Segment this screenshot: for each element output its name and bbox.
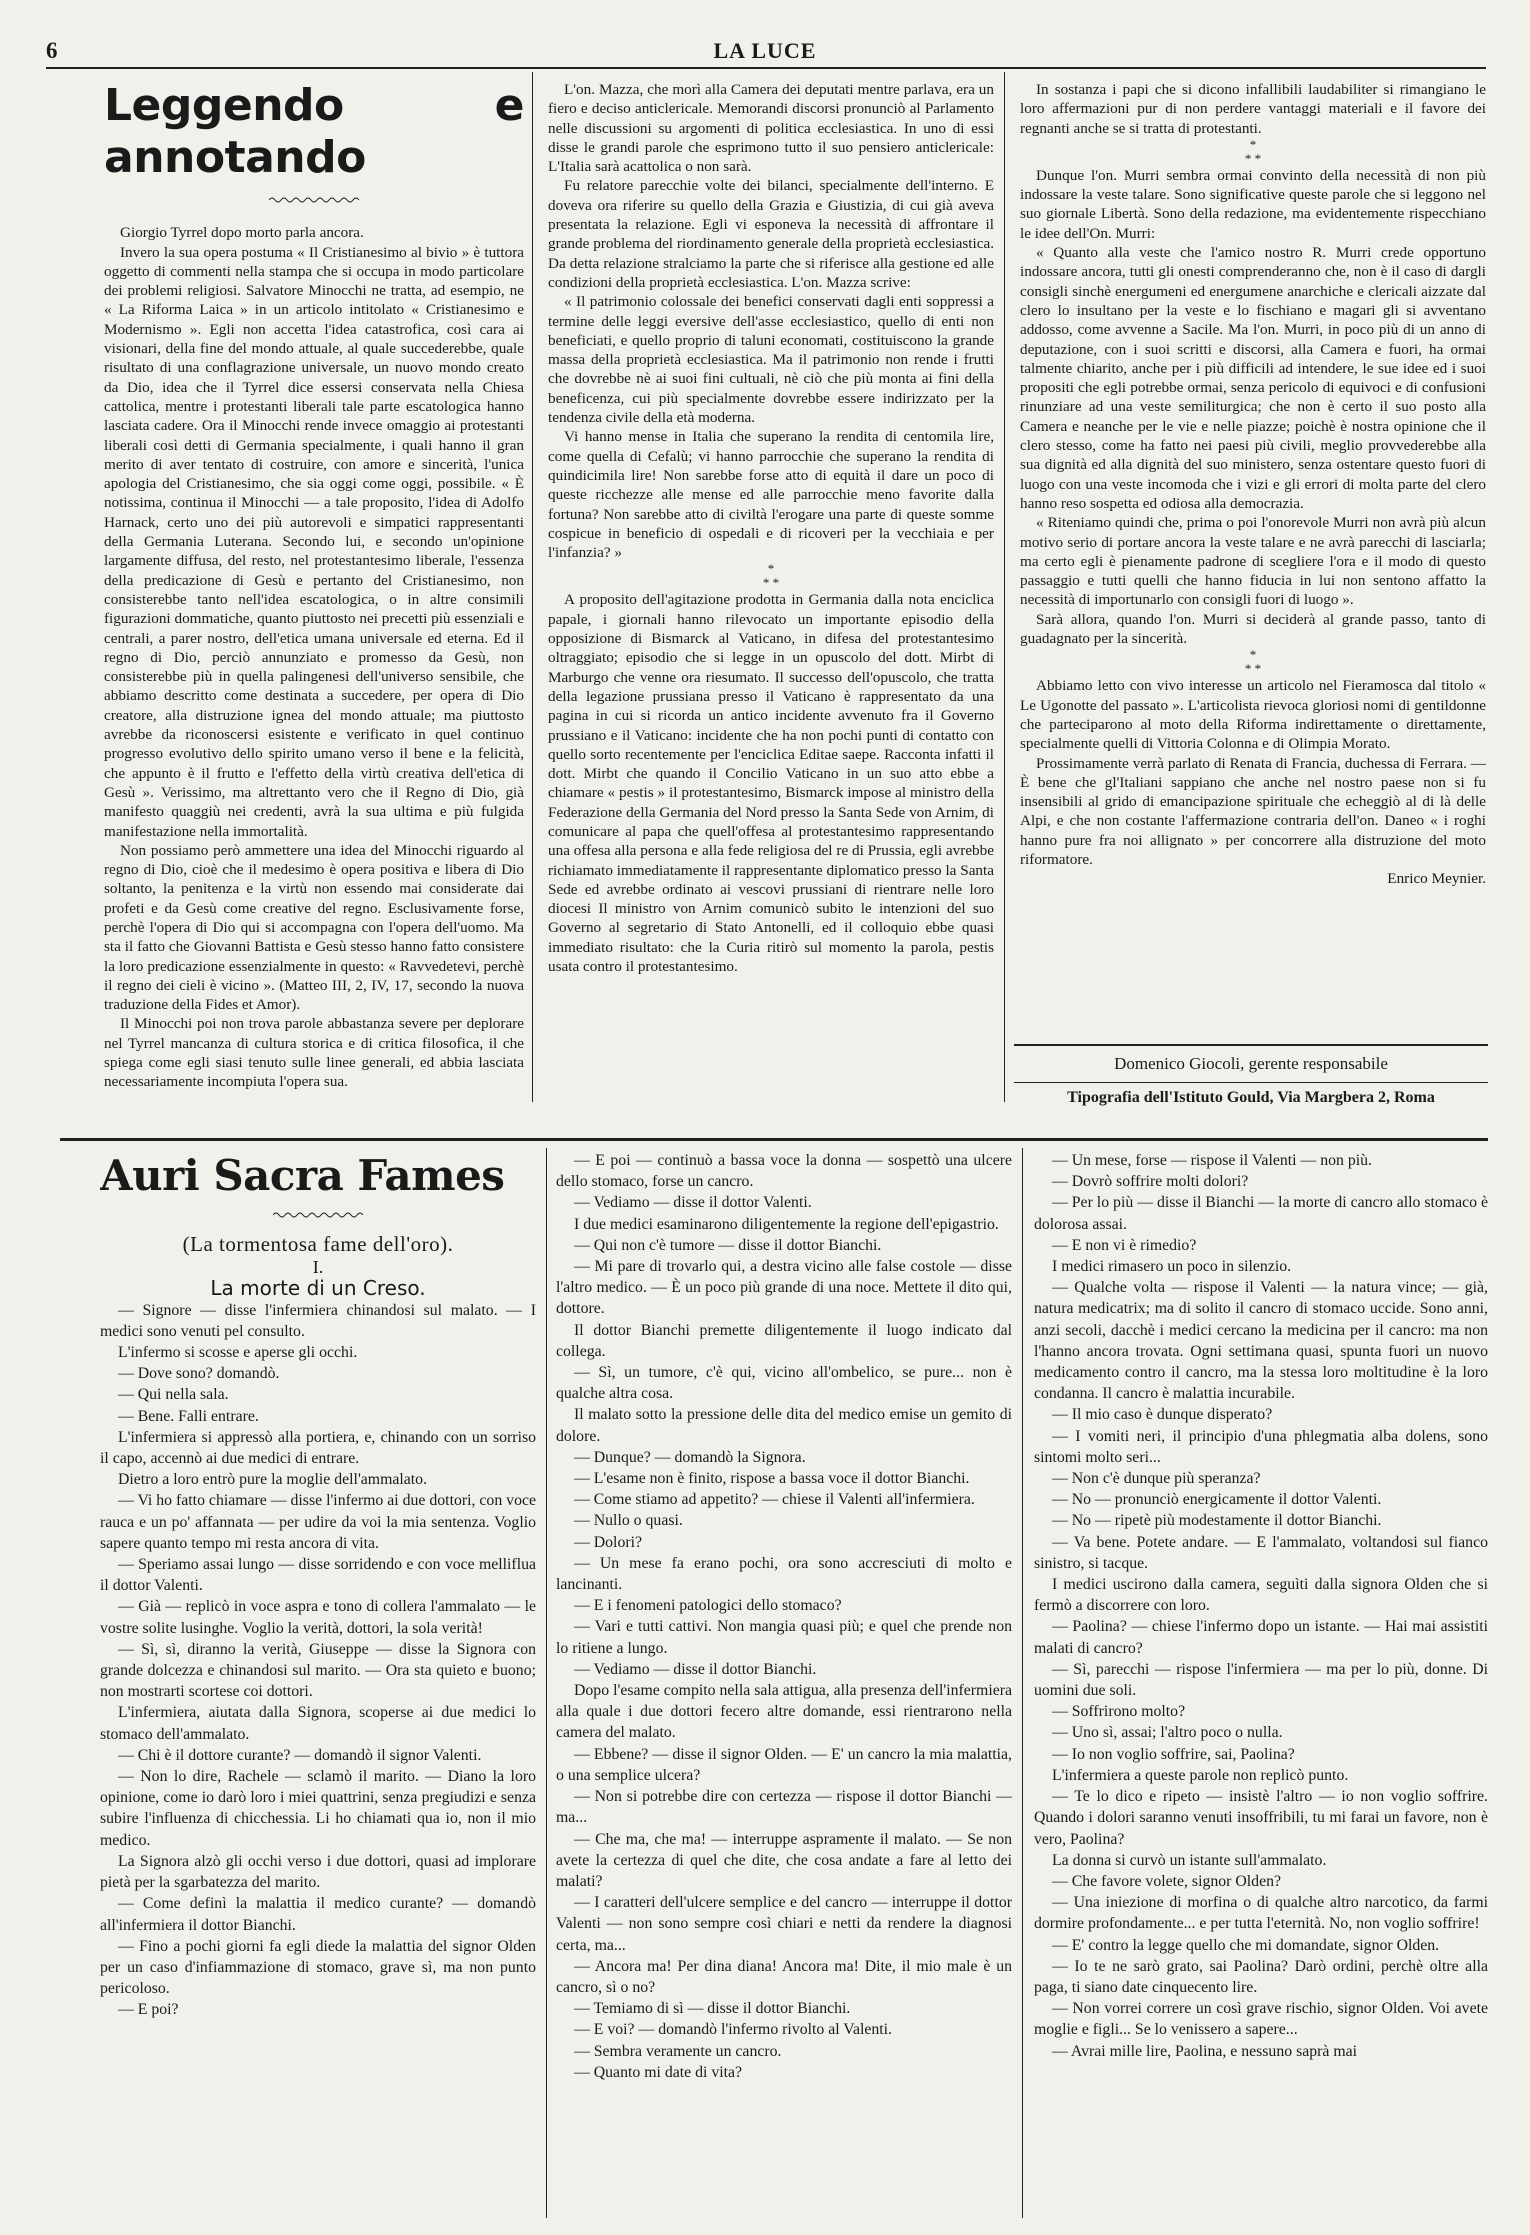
paragraph: — Vi ho fatto chiamare — disse l'infermo ai due dottori, con voce rauca e un po' affannata — per udire da voi la mia sentenza. Voglio sapere quanto tempo mi resta ancora di vita. bbox=[100, 1492, 536, 1552]
chapter-number: I. bbox=[312, 1257, 324, 1278]
paragraph: — Nullo o quasi. bbox=[574, 1512, 683, 1530]
paragraph: — Che ma, che ma! — interruppe aspramente il malato. — Se non avete la certezza di quel che dite, che cosa andate a fare al letto dei malati? bbox=[556, 1830, 1012, 1890]
paragraph: Dietro a loro entrò pure la moglie dell'ammalato. bbox=[118, 1471, 428, 1489]
paragraph: A proposito dell'agitazione prodotta in Germania dalla nota enciclica papale, i giornali hanno rilevocato un importante episodio della opposizione di Bismarck al Vaticano, in difesa del protestantesimo oltraggiato; episodio che si legge in un opuscolo del dott. Mirbt di Marburgo che venne ora riesumato. Il successo dell'opuscolo, che tratta della legazione prussiana presso il Vaticano è rappresentato da una pagina in cui si ricorda un antico incidente avvenuto fra il Governo prussiano e il Vaticano: incidente che ha non pochi punti di contatto con quello sorto recentemente per l'enciclica Editae saepe. Racconta infatti il dott. Mirbt che quando il Concilio Vaticano in un suo atto ebbe a chiamare « pestis » il protestantesimo, Bismarck impose al ministro della Federazione della Germania del Nord presso la Santa Sede von Arnim, di comunicare al papa che quell'offesa al protestantesimo rappresentando una offesa alla persona e alla fede religiosa del re di Prussia, egli avrebbe richiamato immediatamente il rappresentante diplomatico presso la Santa Sede ed avrebbe ordinato ai vescovi prussiani di rientrare nelle loro diocesi Il ministro von Arnim comunicò subito le intenzioni del suo Governo al segretario di Stato Antonelli, ed il colloquio ebbe quasi immediato risultato: che la Curia ritirò sul momento la parola, pestis usata contro il protestantesimo. bbox=[548, 591, 994, 976]
paragraph: L'infermiera si appressò alla portiera, e, chinando con un sorriso il capo, accennò ai due medici di entrare. bbox=[100, 1428, 536, 1468]
running-title: LA LUCE bbox=[713, 38, 817, 63]
section-stars: * * * bbox=[1244, 136, 1262, 166]
article-column-3 bbox=[1020, 80, 1486, 1130]
paragraph: — E poi? bbox=[118, 2001, 179, 2019]
paragraph: — I caratteri dell'ulcere semplice e del cancro — interruppe il dottor Valenti — non sono sempre così chiari e netti da rendere la diagnosi certa, ma... bbox=[556, 1894, 1012, 1954]
chapter-title: La morte di un Creso. bbox=[210, 1276, 426, 1301]
paragraph: « Quanto alla veste che l'amico nostro R. Murri crede opportuno indossare ancora, tutti gli onesti comprenderanno che, non è il caso di dargli consigli sinchè energumeni ed energumene anarchiche e clericali aizzate dal clero lo insultano per la veste e lo fischiano e magari gli si avventano addosso, come avvenne a Sacile. Ma l'on. Murri, in poco più di un anno di deputazione, con i suoi scritti e discorsi, alla Camera e fuori, ha ormai talmente chiarito, anche per i più difficili ad intendere, le sue idee ed i suoi propositi che egli potrebbe ormai, senza pericolo di equivoci e di confusioni rinunziare ad una veste semiliturgica; che non è certo il suo posto alla Camera e neanche per le vie e nelle piazze; poichè è nostra opinione che il clero stesso, come ha fatto nei paesi più civili, meglio provvederebbe alla sua dignità ed alla dignità del suo ministero, senza ostentare questo fuori di luogo con una veste incomoda che i vizi e gli errori di molta parte del clero hanno reso sospetta ed odiosa alla democrazia. bbox=[1020, 244, 1486, 512]
paragraph: — Bene. Falli entrare. bbox=[118, 1407, 259, 1425]
paragraph: — Soffrirono molto? bbox=[1052, 1703, 1186, 1721]
header-rule bbox=[46, 67, 1486, 69]
paragraph: Il dottor Bianchi premette diligentemente il luogo indicato dal collega. bbox=[556, 1321, 1012, 1360]
paragraph: — No — pronunciò energicamente il dottor Valenti. bbox=[1052, 1491, 1382, 1509]
paragraph: — Te lo dico e ripeto — insistè l'altro — io non voglio soffrire. Quando i dolori saranno venuti insoffribili, tu mi farai un favore, non è vero, Paolina? bbox=[1034, 1788, 1488, 1848]
paragraph: Fu relatore parecchie volte dei bilanci, specialmente dell'interno. E doveva ora riferire su quello della Grazia e Giustizia, di cui già aveva presentata la relazione. Egli vi esponeva la necessità di affrontare il grande problema del riordinamento generale della proprietà ecclesiastica. Da detta relazione stralciamo la parte che si riferisce alla gestione ed alle condizioni della proprietà ecclesiastica. L'on. Mazza scrive: bbox=[548, 177, 994, 291]
story-column-2 bbox=[556, 1150, 1012, 2225]
column-divider bbox=[532, 72, 533, 1102]
imprint-box bbox=[1014, 1040, 1488, 1132]
paragraph: — E non vi è rimedio? bbox=[1052, 1236, 1197, 1254]
paragraph: Abbiamo letto con vivo interesse un articolo nel Fieramosca dal titolo « Le Ugonotte del passato ». L'articolista rievoca gloriosi nomi di gentildonne che parteciparono al moto della Riforma indirettamente o direttamente, specialmente quelli di Vittoria Colonna e di Olimpia Morato. bbox=[1020, 677, 1486, 753]
paragraph: — Uno sì, assai; l'altro poco o nulla. bbox=[1052, 1724, 1283, 1742]
paragraph: — Chi è il dottore curante? — domandò il signor Valenti. bbox=[118, 1746, 482, 1764]
paragraph: — I vomiti neri, il principio d'una phlegmatia alba dolens, sono sintomi molto seri... bbox=[1034, 1427, 1488, 1466]
paragraph: — Già — replicò in voce aspra e tono di collera l'ammalato — le vostre solite lusinghe. Voglio la verità, dottori, la sola verità! bbox=[100, 1598, 536, 1637]
article-column-1 bbox=[104, 80, 524, 1130]
paragraph: — Dolori? bbox=[574, 1533, 643, 1551]
paragraph: Giorgio Tyrrel dopo morto parla ancora. bbox=[120, 224, 364, 242]
paragraph: I medici uscirono dalla camera, seguìti dalla signora Olden che si fermò a discorrere con loro. bbox=[1034, 1576, 1488, 1615]
section-rule bbox=[60, 1138, 1488, 1141]
paragraph: — Io te ne sarò grato, sai Paolina? Darò ordini, perchè oltre alla paga, ti siano date cinquecento lire. bbox=[1034, 1957, 1488, 1996]
paragraph: L'on. Mazza, che morì alla Camera dei deputati mentre parlava, era un fiero e deciso anticlericale. Memorandi discorsi pronunciò al Parlamento nelle discussioni su argomenti di politica ecclesiastica. In uno di essi disse le grandi parole che esprimono tutto il suo pensiero anticlericale: L'Italia sarà acattolica o non sarà. bbox=[548, 81, 994, 176]
paragraph: — Dove sono? domandò. bbox=[118, 1365, 280, 1383]
paragraph: La donna si curvò un istante sull'ammalato. bbox=[1052, 1851, 1327, 1869]
paragraph: — No — ripetè più modestamente il dottor Bianchi. bbox=[1052, 1512, 1382, 1530]
paragraph: Vi hanno mense in Italia che superano la rendita di centomila lire, come quella di Cefalù; vi hanno parrocchie che superano la rendita di quindicimila lire! Non sarebbe forse atto di equità il dare un poco di queste ricchezze alle mense ed alle parrocchie meno favorite dalla fortuna? Non sarebbe atto di civiltà l'erogare una parte di queste somme cospicue in beneficio di ospedali e di ricoveri per la vecchiaia e per l'infanzia? » bbox=[548, 428, 994, 562]
paragraph: — Che favore volete, signor Olden? bbox=[1052, 1872, 1281, 1890]
page-number: 6 bbox=[46, 38, 58, 63]
paragraph: — Va bene. Potete andare. — E l'ammalato, voltandosi sul fianco sinistro, si tacque. bbox=[1034, 1533, 1488, 1572]
paragraph: — Non vorrei correre un così grave rischio, signor Olden. Voi avete moglie e figli... Se lo venissero a sapere... bbox=[1034, 2000, 1488, 2039]
paragraph: — Vari e tutti cattivi. Non mangia quasi più; e quel che prende non lo ritiene a lungo. bbox=[556, 1618, 1012, 1657]
paragraph: I medici rimasero un poco in silenzio. bbox=[1052, 1258, 1292, 1276]
paragraph: — Sì, parecchi — rispose l'infermiera — ma per lo più, donne. Di uomini due soli. bbox=[1034, 1660, 1488, 1700]
paragraph: — Qui non c'è tumore — disse il dottor Bianchi. bbox=[574, 1236, 882, 1254]
paragraph: « Riteniamo quindi che, prima o poi l'onorevole Murri non avrà più alcun motivo serio di portare ancora la veste talare e ne avrà parecchi di lasciarla; ma certo egli è pienamente padrone di scegliere l'ora e il modo di questo passaggio e tutti quelli che hanno fiducia in lui non sentono affatto la necessità di importunarlo con consigli fuori di luogo ». bbox=[1020, 514, 1486, 609]
paragraph: — Sì, un tumore, c'è qui, vicino all'ombelico, se pure... non è qualche altra cosa. bbox=[556, 1364, 1012, 1403]
article-title: Leggendo e annotando bbox=[104, 80, 524, 183]
paragraph: Prossimamente verrà parlato di Renata di Francia, duchessa di Ferrara. — È bene che gl'Italiani sappiano che anche nel nostro paese non si fu insensibili al grido di emancipazione spirituale che echeggiò al di là delle Alpi, e che non costante l'affermazione contraria dell'on. Daneo « i roghi hanno pure fra noi allignato » per concorrere alla distruzione del moto riformatore. bbox=[1020, 754, 1486, 868]
paragraph: — Non lo dire, Rachele — sclamò il marito. — Diano la loro opinione, come io darò loro i miei quattrini, senza pregiudizi e senza subire l'influenza di chicchessia. Li ho chiamati qua io, non il mio medico. bbox=[100, 1768, 536, 1849]
gerente-line: Domenico Giocoli, gerente responsabile bbox=[1114, 1054, 1388, 1073]
paragraph: La Signora alzò gli occhi verso i due dottori, quasi ad implorare pietà per la sgarbatezza del marito. bbox=[100, 1852, 536, 1892]
paragraph: — E voi? — domandò l'infermo rivolto al Valenti. bbox=[574, 2021, 892, 2039]
paragraph: — Un mese, forse — rispose il Valenti — non più. bbox=[1052, 1152, 1372, 1169]
wave-ornament bbox=[104, 190, 524, 209]
paragraph: — Dunque? — domandò la Signora. bbox=[574, 1448, 806, 1466]
paragraph: « Il patrimonio colossale dei benefici conservati dagli enti soppressi a termine delle leggi eversive dell'asse ecclesiastico, quello di enti non beneficiati, e quello proprio di taluni economati, costituiscono la grande massa della proprietà ecclesiastica. Ma il patrimonio non rende i frutti che dovrebbe nè ai suoi fini cultuali, nè ciò che più monta ai fini della beneficenza, cui più specialmente dovrebbe essere indirizzato per la tendenza civile della età moderna. bbox=[548, 293, 994, 427]
paragraph: — Qualche volta — rispose il Valenti — la natura vince; — già, natura medicatrix; ma di solito il cancro di stomaco uccide. Sono anni, anzi secoli, dacchè i medici cercano la medicina per il cancro: ma non l'hanno ancora trovata. Ogni settimana quasi, spunta fuori un nuovo medicamento contro il cancro, ma la stessa loro moltitudine è la loro condanna. Il cancro è malattia incurabile. bbox=[1034, 1279, 1488, 1403]
paragraph: — Avrai mille lire, Paolina, e nessuno saprà mai bbox=[1052, 2042, 1358, 2060]
paragraph: L'infermo si scosse e aperse gli occhi. bbox=[118, 1344, 358, 1362]
column-divider bbox=[1004, 72, 1005, 1102]
paragraph: — Il mio caso è dunque disperato? bbox=[1052, 1406, 1273, 1424]
author-signature: Enrico Meynier. bbox=[1387, 870, 1486, 888]
paragraph: Il Minocchi poi non trova parole abbastanza severe per deplorare nel Tyrrel mancanza di cultura storica e di critica filosofica, il che spiega come egli siasi tenuto sulle linee generali, ed abbia lasciata necessariamente incompiuta l'opera sua. bbox=[104, 1015, 524, 1091]
paragraph: L'infermiera a queste parole non replicò punto. bbox=[1052, 1766, 1349, 1784]
paragraph: Il malato sotto la pressione delle dita del medico emise un gemito di dolore. bbox=[556, 1406, 1012, 1445]
paragraph: — Qui nella sala. bbox=[118, 1386, 229, 1404]
paragraph: Dopo l'esame compito nella sala attigua, alla presenza dell'infermiera alla quale i due dottori fecero altre domande, essi rientrarono nella camera del malato. bbox=[556, 1682, 1012, 1742]
paragraph: — Una iniezione di morfina o di qualche altro narcotico, da farmi dormire profondamente... e per tutta l'eternità. No, non voglio soffrire! bbox=[1034, 1894, 1488, 1933]
paragraph: — Mi pare di trovarlo qui, a destra vicino alle false costole — disse l'altro medico. — È un poco più grande di una noce. Mettete il dito qui, dottore. bbox=[556, 1258, 1012, 1318]
paragraph: — Come definì la malattia il medico curante? — domandò all'infermiera il dottor Bianchi. bbox=[100, 1895, 536, 1934]
paragraph: — Io non voglio soffrire, sai, Paolina? bbox=[1052, 1745, 1295, 1763]
paragraph: — L'esame non è finito, rispose a bassa voce il dottor Bianchi. bbox=[574, 1470, 970, 1488]
printer-line: Tipografia dell'Istituto Gould, Via Margbera 2, Roma bbox=[1067, 1089, 1435, 1106]
paragraph: — Paolina? — chiese l'infermo dopo un istante. — Hai mai assistiti malati di cancro? bbox=[1034, 1618, 1488, 1657]
paragraph: — Vediamo — disse il dottor Bianchi. bbox=[574, 1660, 817, 1678]
paragraph: — Speriamo assai lungo — disse sorridendo e con voce melliflua il dottor Valenti. bbox=[100, 1556, 536, 1595]
paragraph: — Non c'è dunque più speranza? bbox=[1052, 1470, 1261, 1488]
paragraph: Sarà allora, quando l'on. Murri si deciderà al grande passo, tanto di guadagnato per la sincerità. bbox=[1020, 610, 1486, 648]
paragraph: — Signore — disse l'infermiera chinandosi sul malato. — I medici sono venuti pel consulto. bbox=[100, 1301, 536, 1340]
paragraph: — Come stiamo ad appetito? — chiese il Valenti all'infermiera. bbox=[574, 1491, 975, 1509]
paragraph: L'infermiera, aiutata dalla Signora, scoperse ai due medici lo stomaco dell'ammalato. bbox=[100, 1704, 536, 1743]
paragraph: Non possiamo però ammettere una idea del Minocchi riguardo al regno di Dio, cioè che il medesimo è opera positiva e libera di Dio soltanto, la penitenza e la virtù non essendo mai considerate dai profeti e da Gesù come creative del regno. Esclusivamente forse, perchè l'opera di Dio qui si accompagna con l'opera dell'uomo. Ma sta il fatto che Giovanni Battista e Gesù stesso hanno fatto consistere la loro predicazione essenzialmente in questo: « Ravvedetevi, perchè il regno dei cieli è vicino ». (Matteo III, 2, IV, 17, secondo la nuova traduzione della Fides et Amor). bbox=[104, 841, 524, 1014]
paragraph: — Un mese fa erano pochi, ora sono accresciuti di molto e lancinanti. bbox=[556, 1554, 1012, 1594]
paragraph: Dunque l'on. Murri sembra ormai convinto della necessità di non più indossare la veste talare. Sono significative queste parole che si leggono nel suo giornale Libertà. Sono della redazione, ma evidentemente rispecchiano le idee dell'On. Murri: bbox=[1020, 166, 1486, 242]
paragraph: In sostanza i papi che si dicono infallibili laudabiliter si rimangiano le loro affermazioni pur di non perdere vantaggi materiali e il favore dei regnanti anche se si tratta di protestanti. bbox=[1020, 81, 1486, 137]
section-stars: * * * bbox=[762, 561, 780, 591]
paragraph: — E poi — continuò a bassa voce la donna — sospettò una ulcere dello stomaco, forse un cancro. bbox=[556, 1152, 1012, 1191]
column-divider bbox=[1022, 1148, 1023, 2218]
story-column-3 bbox=[1034, 1150, 1488, 2225]
paragraph: — Ebbene? — disse il signor Olden. — E' un cancro la mia malattia, o una semplice ulcera? bbox=[556, 1745, 1012, 1784]
paragraph: — E' contro la legge quello che mi domandate, signor Olden. bbox=[1052, 1936, 1440, 1954]
story-subtitle: (La tormentosa fame dell'oro). bbox=[182, 1232, 454, 1257]
paragraph: — Ancora ma! Per dina diana! Ancora ma! Dite, il mio male è un cancro, sì o no? bbox=[556, 1957, 1012, 1996]
paragraph: — Per lo più — disse il Bianchi — la morte di cancro allo stomaco è dolorosa assai. bbox=[1034, 1194, 1488, 1233]
story-title: Auri Sacra Fames bbox=[100, 1151, 505, 1200]
paragraph: — Dovrò soffrire molti dolori? bbox=[1052, 1173, 1249, 1191]
article-column-2 bbox=[548, 80, 994, 1130]
paragraph: — Quanto mi date di vita? bbox=[574, 2063, 743, 2081]
paragraph: — Non si potrebbe dire con certezza — rispose il dottor Bianchi — ma... bbox=[556, 1788, 1012, 1827]
story-column-1 bbox=[100, 1150, 536, 2225]
wave-ornament bbox=[100, 1204, 536, 1225]
paragraph: — Temiamo di sì — disse il dottor Bianchi. bbox=[574, 2000, 851, 2018]
paragraph: — Fino a pochi giorni fa egli diede la malattia del signor Olden per un caso d'infiammazione di stomaco, grave sì, ma non punto pericoloso. bbox=[100, 1937, 536, 1998]
paragraph: — Sembra veramente un cancro. bbox=[574, 2042, 782, 2060]
paragraph: — Vediamo — disse il dottor Valenti. bbox=[574, 1194, 812, 1212]
column-divider bbox=[546, 1148, 547, 2218]
section-stars: * * * bbox=[1244, 647, 1262, 677]
paragraph: — Sì, sì, diranno la verità, Giuseppe — disse la Signora con grande dolcezza e chinandosi sul marito. — Ora sta quieto e buono; non mostrarti scortese coi dottori. bbox=[100, 1640, 536, 1701]
paragraph: Invero la sua opera postuma « Il Cristianesimo al bivio » è tuttora oggetto di commenti nella stampa che si occupa in modo particolare dei problemi religiosi. Salvatore Minocchi ne tratta, ad esempio, ne « La Riforma Laica » in un articolo intitolato « Cristianesimo e Modernismo ». Egli non accetta l'idea catastrofica, così cara ai visionari, della fine del mondo attuale, al quale succederebbe, quale risultato di una conflagrazione universale, un nuovo mondo creato da Dio, idea che il Tyrrel dice essersi conservata nella Chiesa cattolica, mentre i protestanti liberali tale parte escatologica hanno lasciata cadere. Ora il Minocchi rende invece omaggio ai protestanti liberali così detti di Germania specialmente, i quali hanno il gran merito di aver tentato di costruire, con amore e sincerità, l'unica apologia del Cristianesimo, che sia oggi come oggi, possibile. « È notissima, continua il Minocchi — a tale proposito, l'idea di Adolfo Harnack, certo uno dei più autorevoli e simpatici rappresentanti della Germania Luterana. Secondo lui, e secondo un'opinione largamente diffusa, del resto, nel protestantesimo liberale, l'essenza della predicazione di Gesù e pertanto del Cristianesimo, non consisterebbe tanto nell'idea escatologica, o in altre consimili figurazioni dommatiche, quanto piuttosto nei precetti più essenziali e centrali, a parer nostro, dell'etica umana universale ed eterna. Ed il regno di Dio, perciò annunziato e promesso da Gesù, non consisterebbe più in quella palingenesi dell'universo sensibile, che abbiamo descritto come destinata a succedere, per opera di Dio creatore, alla distruzione ignea del mondo attuale; ma piuttosto avrebbe da riconoscersi esistente e verificato in quel continuo progresso evolutivo dello spirito umano verso il bene e la felicità, che appunto è il frutto e l'effetto della virtù creativa dell'etica di Gesù ». Verissimo, ma altrettanto vero che il Regno di Dio, già manifesto quaggiù nei credenti, avrà la sua ultima e più fulgida manifestazione nella immortalità. bbox=[104, 243, 524, 840]
paragraph: I due medici esaminarono diligentemente la regione dell'epigastrio. bbox=[574, 1215, 999, 1233]
paragraph: — E i fenomeni patologici dello stomaco? bbox=[574, 1597, 842, 1615]
